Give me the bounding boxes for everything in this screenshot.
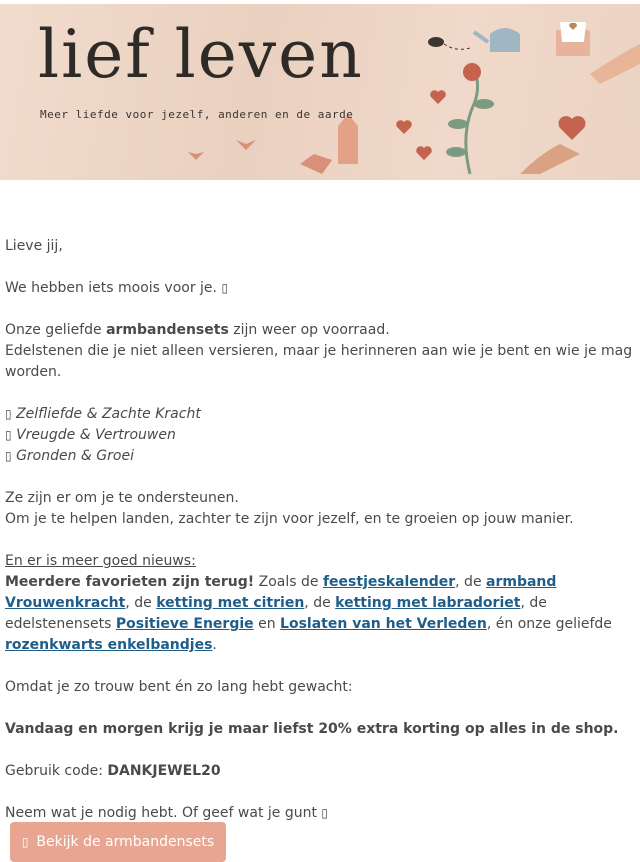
- discount-code: DANKJEWEL20: [107, 763, 221, 779]
- support-line-1: Ze zijn er om je te ondersteunen.: [5, 490, 239, 506]
- more-news-heading: En er is meer goed nieuws:: [5, 553, 196, 569]
- brand-logo: lief leven: [38, 16, 364, 93]
- button-label: Bekijk de armbandensets: [36, 834, 215, 850]
- missing-glyph-icon: ▯: [321, 806, 329, 820]
- link-ketting-citrien[interactable]: ketting met citrien: [156, 595, 305, 611]
- set-item: ▯ Zelfliefde & Zachte Kracht: [5, 404, 635, 425]
- link-positieve-energie[interactable]: Positieve Energie: [115, 616, 254, 632]
- set-item: ▯ Gronden & Groei: [5, 446, 635, 467]
- missing-glyph-icon: ▯: [221, 281, 229, 295]
- support-line-2: Om je te helpen landen, zachter te zijn voor jezelf, en te groeien op jouw manier.: [5, 511, 574, 527]
- code-line: Gebruik code: DANKJEWEL20: [5, 763, 221, 779]
- link-rozenkwarts-enkelbandjes[interactable]: rozenkwarts enkelbandjes: [5, 637, 213, 653]
- greeting: Lieve jij,: [5, 238, 63, 254]
- missing-glyph-icon: ▯: [5, 428, 12, 442]
- link-ketting-labradoriet[interactable]: ketting met labradoriet: [335, 595, 521, 611]
- favorites-paragraph: Meerdere favorieten zijn terug! Zoals de feestjeskalender, de armband Vrouwenkracht, de ketting met citrien, de ketting met labradoriet, de edelstenensets Positieve Energie en Loslaten van het Verleden, én onze geliefde rozenkwarts enkelbandjes.: [5, 574, 612, 653]
- brand-tagline: Meer liefde voor jezelf, anderen en de aarde: [40, 108, 354, 121]
- restock-line: Onze geliefde armbandensets zijn weer op voorraad.: [5, 322, 390, 338]
- missing-glyph-icon: ▯: [21, 835, 29, 849]
- missing-glyph-icon: ▯: [5, 407, 12, 421]
- missing-glyph-icon: ▯: [5, 449, 12, 463]
- email-body: [5, 236, 635, 824]
- header-banner: [0, 4, 640, 180]
- closing-line: Neem wat je nodig hebt. Of geef wat je gunt ▯: [5, 803, 635, 824]
- link-armband-vrouwenkracht[interactable]: armband Vrouwenkracht: [5, 574, 557, 611]
- link-loslaten-verleden[interactable]: Loslaten van het Verleden: [280, 616, 487, 632]
- armbandensets-bold: armbandensets: [106, 322, 229, 338]
- view-armbandensets-button[interactable]: [10, 822, 226, 862]
- discount-line: Vandaag en morgen krijg je maar liefst 20% extra korting op alles in de shop.: [5, 721, 619, 737]
- link-feestjeskalender[interactable]: feestjeskalender: [322, 574, 456, 590]
- loyal-line: Omdat je zo trouw bent én zo lang hebt gewacht:: [5, 679, 353, 695]
- description-line: Edelstenen die je niet alleen versieren, maar je herinneren aan wie je bent en wie je mag worden.: [5, 343, 633, 380]
- intro-line: We hebben iets moois voor je. ▯: [5, 278, 635, 299]
- set-item: ▯ Vreugde & Vertrouwen: [5, 425, 635, 446]
